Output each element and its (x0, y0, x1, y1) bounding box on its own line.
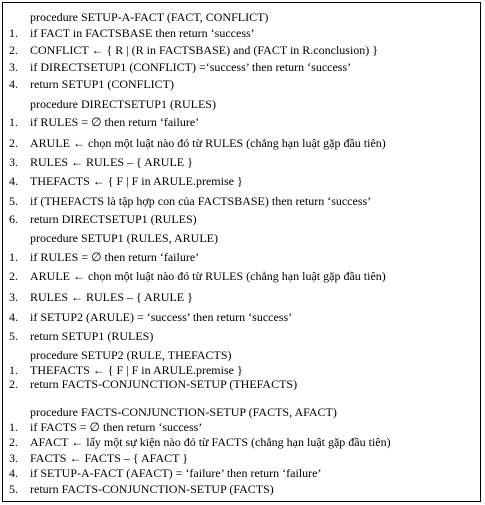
line-number: 5. (9, 482, 18, 496)
line-number: 4. (9, 310, 18, 324)
line-number: 3. (9, 155, 18, 169)
code-line: ARULE ← chọn một luật nào đó từ RULES (chẳng hạn luật gặp đầu tiên) (30, 269, 386, 283)
code-line: return FACTS-CONJUNCTION-SETUP (THEFACTS) (30, 377, 298, 391)
code-line: if FACT in FACTSBASE then return ‘success’ (30, 26, 255, 40)
code-line: CONFLICT ← { R | (R in FACTSBASE) and (FACT in R.conclusion) } (30, 43, 379, 57)
code-line: if SETUP-A-FACT (AFACT) = ‘failure’ then return ‘failure’ (30, 466, 322, 480)
code-line: FACTS ← FACTS – { AFACT } (30, 451, 189, 465)
code-line: RULES ← RULES – { ARULE } (30, 290, 193, 304)
line-number: 2. (9, 136, 18, 150)
line-number: 1. (9, 115, 18, 129)
line-number: 1. (9, 363, 18, 377)
code-line: THEFACTS ← { F | F in ARULE.premise } (30, 363, 243, 377)
code-line: if DIRECTSETUP1 (CONFLICT) =‘success’ then return ‘success’ (30, 60, 352, 74)
line-number: 3. (9, 60, 18, 74)
code-line: return FACTS-CONJUNCTION-SETUP (FACTS) (30, 482, 274, 496)
procedure-header: procedure FACTS-CONJUNCTION-SETUP (FACTS, AFACT) (30, 405, 337, 419)
code-line: if (THEFACTS là tập hợp con của FACTSBASE) then return ‘success’ (30, 194, 372, 208)
line-number: 1. (9, 26, 18, 40)
line-number: 3. (9, 290, 18, 304)
line-number: 4. (9, 174, 18, 188)
code-line: ARULE ← chọn một luật nào đó từ RULES (chẳng hạn luật gặp đầu tiên) (30, 136, 386, 150)
code-line: if RULES = ∅ then return ‘failure’ (30, 115, 200, 129)
line-number: 5. (9, 194, 18, 208)
code-line: return SETUP1 (CONFLICT) (30, 77, 174, 91)
procedure-header: procedure DIRECTSETUP1 (RULES) (30, 97, 216, 111)
line-number: 4. (9, 466, 18, 480)
code-line: THEFACTS ← { F | F in ARULE.premise } (30, 174, 243, 188)
procedure-header: procedure SETUP-A-FACT (FACT, CONFLICT) (30, 10, 269, 24)
line-number: 4. (9, 77, 18, 91)
line-number: 2. (9, 435, 18, 449)
code-line: if SETUP2 (ARULE) = ‘success’ then return ‘success’ (30, 310, 293, 324)
line-number: 2. (9, 43, 18, 57)
line-number: 3. (9, 451, 18, 465)
line-number: 5. (9, 329, 18, 343)
line-number: 2. (9, 377, 18, 391)
code-line: return SETUP1 (RULES) (30, 329, 154, 343)
code-line: if FACTS = ∅ then return ‘success’ (30, 420, 203, 434)
procedure-header: procedure SETUP2 (RULE, THEFACTS) (30, 348, 232, 362)
line-number: 2. (9, 269, 18, 283)
line-number: 1. (9, 250, 18, 264)
line-number: 6. (9, 212, 18, 226)
code-line: if RULES = ∅ then return ‘failure’ (30, 250, 200, 264)
pseudocode-frame (2, 2, 481, 502)
code-line: return DIRECTSETUP1 (RULES) (30, 212, 197, 226)
code-line: RULES ← RULES – { ARULE } (30, 155, 193, 169)
procedure-header: procedure SETUP1 (RULES, ARULE) (30, 231, 218, 245)
line-number: 1. (9, 420, 18, 434)
code-line: AFACT ← lấy một sự kiện nào đó từ FACTS (chẳng hạn luật gặp đầu tiên) (30, 435, 391, 449)
